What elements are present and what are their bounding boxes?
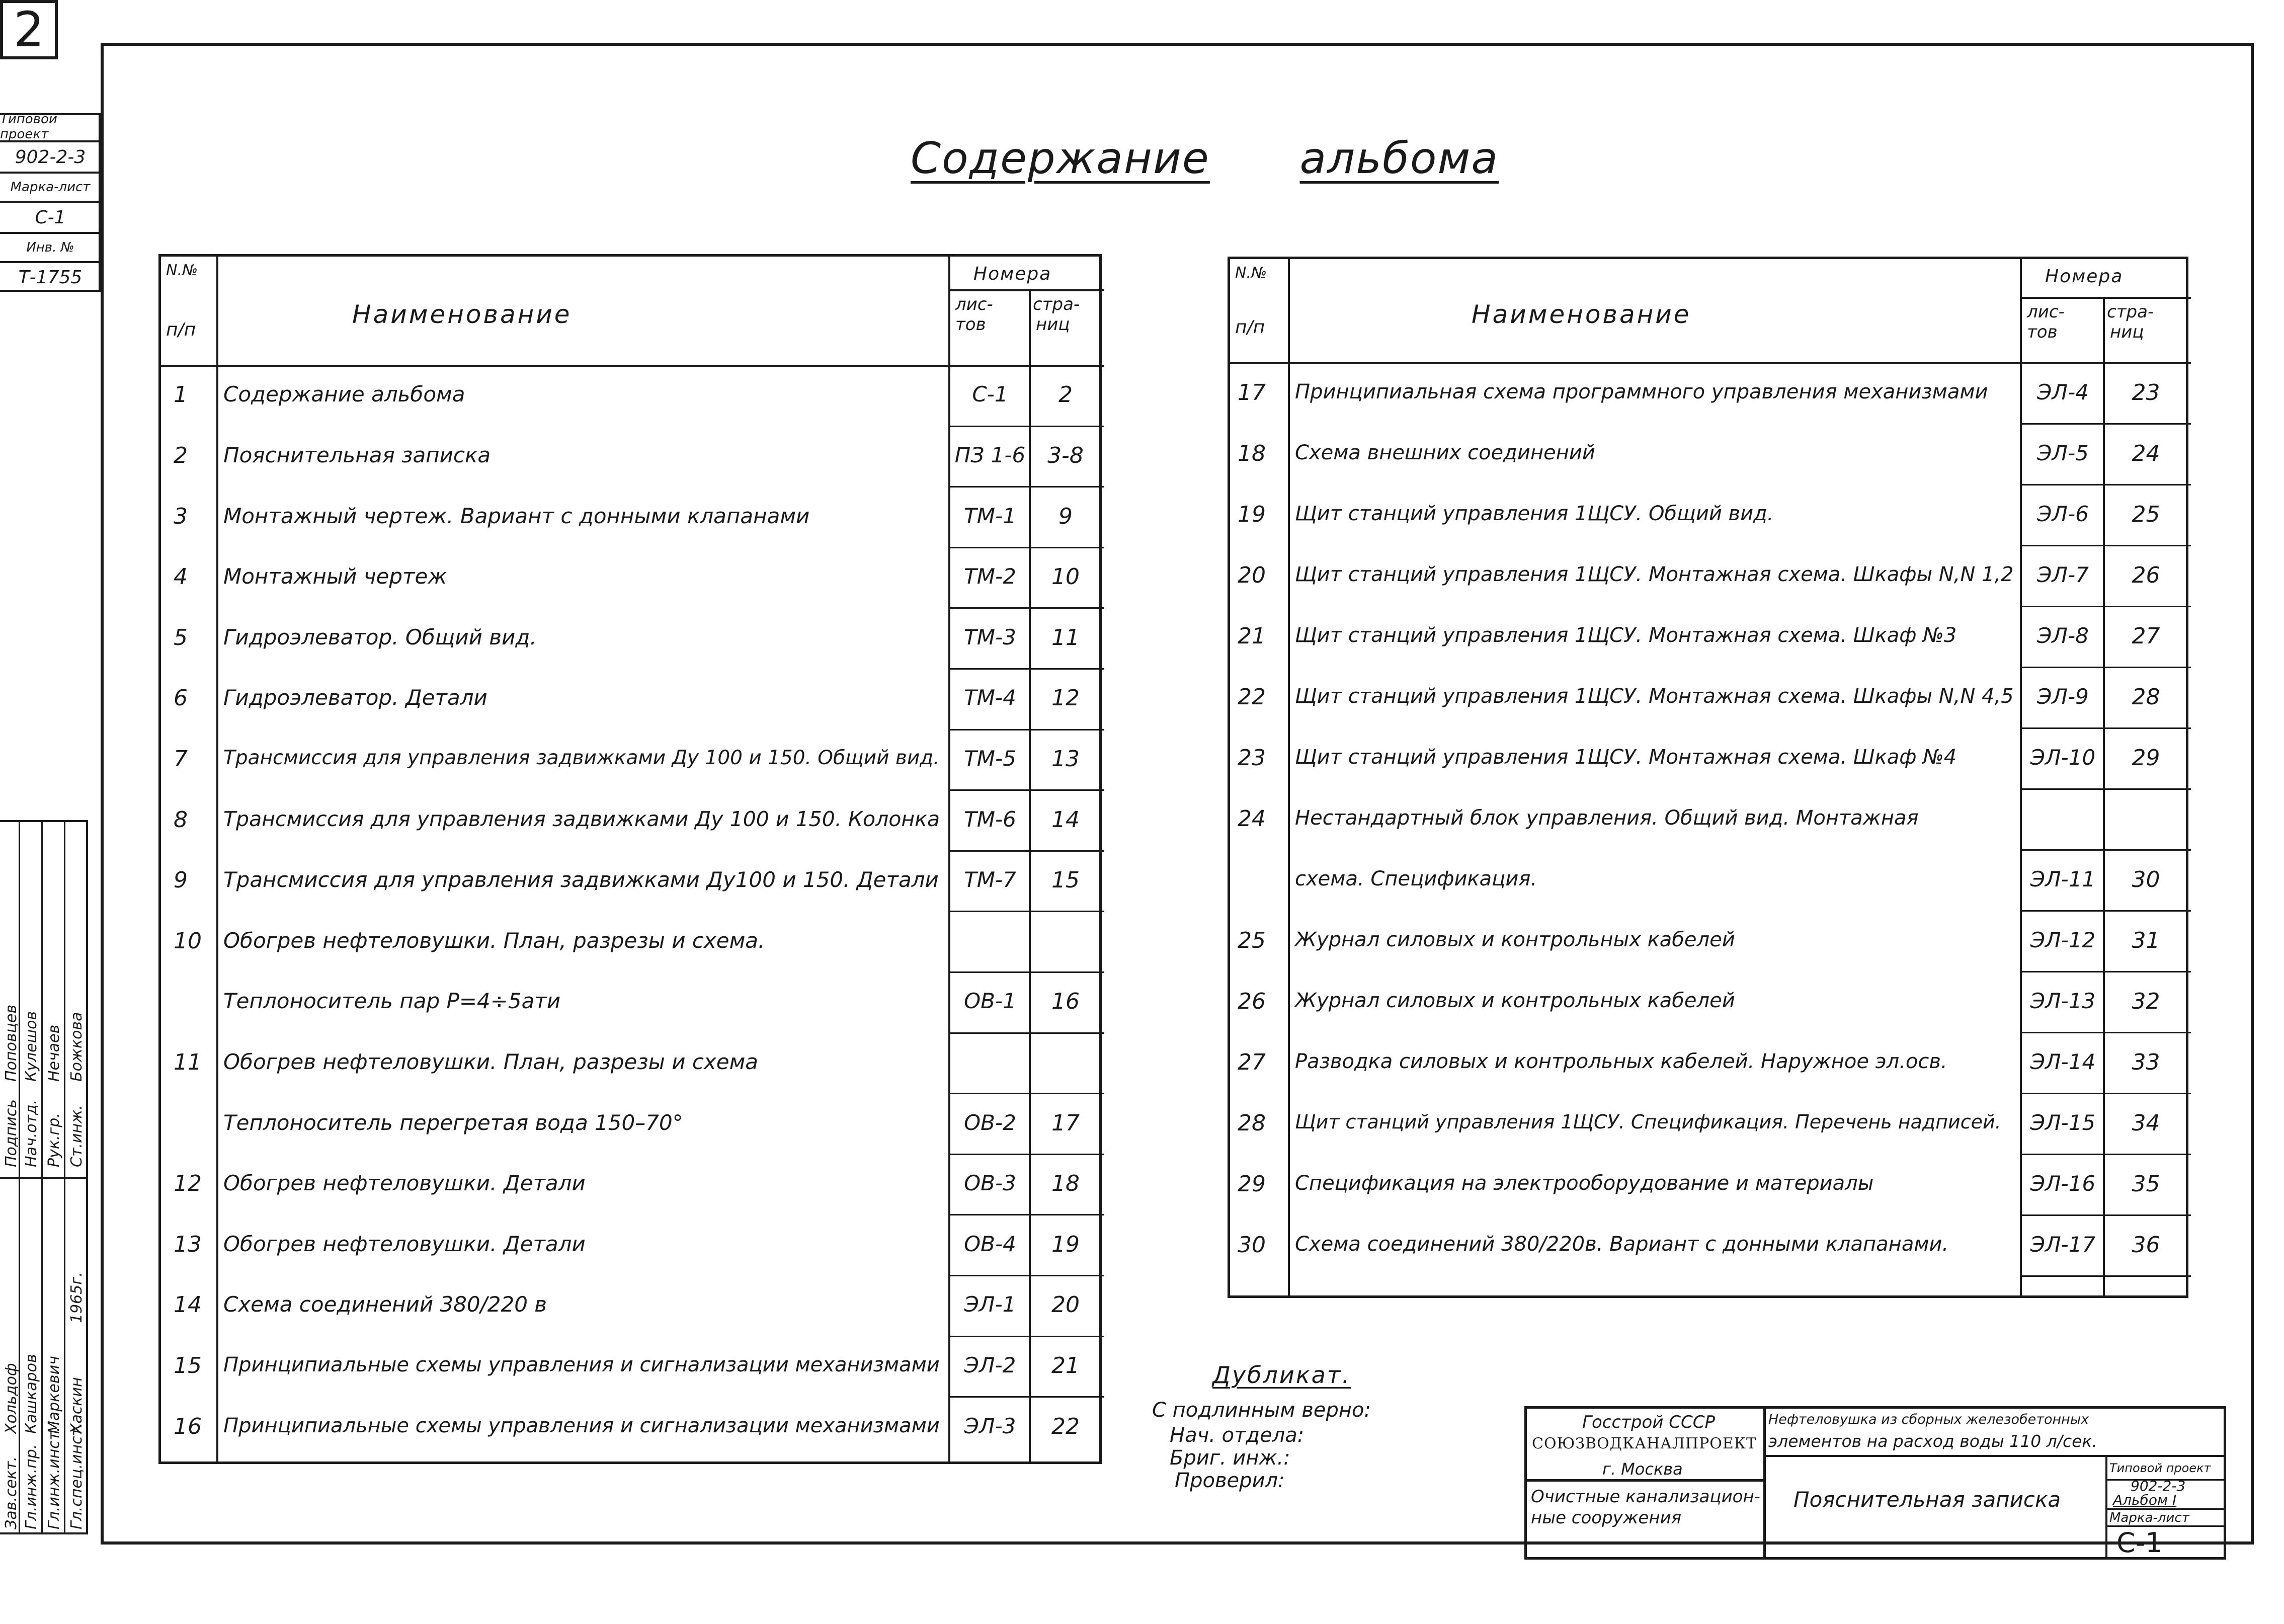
right-row-page: 35 xyxy=(2132,1171,2160,1197)
side-name-2: Кашкаров xyxy=(23,1354,40,1434)
right-row-sheet: ЭЛ-16 xyxy=(2030,1171,2096,1196)
right-row-num: 25 xyxy=(1238,927,1266,953)
left-row-name: Принципиальные схемы управления и сигнализации механизмами xyxy=(223,1353,940,1376)
header-num-top: N.№ xyxy=(166,262,198,279)
right-row-num: 21 xyxy=(1238,623,1266,649)
row-line xyxy=(2020,788,2191,790)
right-row-name: Принципиальная схема программного управления механизмами xyxy=(1295,380,1988,403)
row-line xyxy=(2020,667,2191,668)
right-row-sheet: ЭЛ-6 xyxy=(2037,501,2089,526)
side-stamp-project-label: Типовой проект xyxy=(0,113,101,142)
right-row-num: 26 xyxy=(1238,988,1266,1014)
left-row-num: 11 xyxy=(174,1049,202,1075)
right-row-sheet: ЭЛ-14 xyxy=(2030,1049,2096,1074)
header-subline xyxy=(2020,297,2191,299)
header-num-top: N.№ xyxy=(1235,264,1267,282)
row-line xyxy=(948,850,1104,852)
tb-mark-value: С-1 xyxy=(2116,1527,2163,1559)
header-sheets-bottom: тов xyxy=(2027,322,2058,342)
side-extra-4: Ст.инж. xyxy=(68,1105,86,1167)
row-line xyxy=(948,1093,1104,1094)
left-row-name: Схема соединений 380/220 в xyxy=(223,1292,547,1317)
tb-object-line1: Нефтеловушка из сборных железобетонных xyxy=(1768,1412,2089,1427)
side-extra-name-2: Кулешов xyxy=(23,1011,40,1082)
right-row-num: 24 xyxy=(1238,805,1266,832)
tb-divider xyxy=(1527,1479,1763,1482)
tb-divider xyxy=(2105,1455,2107,1557)
side-stamp-project-value: 902-2-3 xyxy=(0,142,101,174)
header-numbers: Номера xyxy=(973,264,1052,284)
row-line xyxy=(948,1396,1104,1398)
right-row-page: 27 xyxy=(2132,623,2160,649)
side-name-1: Хольдоф xyxy=(3,1363,20,1434)
album-title xyxy=(911,133,1499,184)
left-row-name: Обогрев нефтеловушки. План, разрезы и схема xyxy=(223,1049,759,1074)
right-row-sheet: ЭЛ-12 xyxy=(2030,927,2096,952)
left-row-num: 12 xyxy=(174,1171,202,1197)
header-num-bottom: п/п xyxy=(1235,317,1265,338)
side-name-4: Хаскин xyxy=(68,1377,86,1434)
right-row-name: Щит станций управления 1ЩСУ. Монтажная схема. Шкаф №3 xyxy=(1295,623,1957,647)
right-row-page: 26 xyxy=(2132,562,2160,588)
left-row-page: 3-8 xyxy=(1047,442,1084,468)
tb-divider xyxy=(2105,1508,2224,1510)
left-row-page: 21 xyxy=(1051,1352,1080,1378)
left-row-name: Обогрев нефтеловушки. Детали xyxy=(223,1231,586,1256)
right-row-sheet: ЭЛ-10 xyxy=(2030,745,2096,770)
checked-label: Проверил: xyxy=(1175,1469,1285,1492)
row-line xyxy=(948,547,1104,548)
right-row-name: Щит станций управления 1ЩСУ. Монтажная схема. Шкафы N,N 1,2 xyxy=(1295,562,2014,586)
right-row-name: Разводка силовых и контрольных кабелей. Наружное эл.осв. xyxy=(1295,1049,1947,1073)
row-line xyxy=(2020,545,2191,546)
row-line xyxy=(948,1032,1104,1034)
row-line xyxy=(2020,1275,2191,1277)
row-line xyxy=(948,729,1104,730)
left-row-sheet: ТМ-7 xyxy=(964,867,1016,892)
side-approvals-block xyxy=(0,820,88,1534)
header-sheets-top: лис- xyxy=(2027,302,2065,322)
right-row-num: 18 xyxy=(1238,440,1266,466)
row-line xyxy=(2020,727,2191,729)
right-row-page: 23 xyxy=(2132,379,2160,405)
right-row-sheet: ЭЛ-13 xyxy=(2030,988,2096,1013)
row-line xyxy=(2020,971,2191,972)
right-row-sheet: ЭЛ-5 xyxy=(2037,440,2089,465)
right-row-name: Щит станций управления 1ЩСУ. Общий вид. xyxy=(1295,502,1774,525)
left-row-num: 15 xyxy=(174,1352,202,1378)
left-row-page: 19 xyxy=(1051,1231,1080,1257)
tb-org-top: Госстрой СССР xyxy=(1582,1412,1715,1432)
chief-eng-label: Бриг. инж.: xyxy=(1170,1446,1290,1470)
left-row-sheet: ТМ-2 xyxy=(964,564,1016,589)
left-row-page: 15 xyxy=(1051,867,1080,894)
row-line xyxy=(948,668,1104,670)
right-row-sheet: ЭЛ-15 xyxy=(2030,1110,2096,1135)
right-row-sheet: ЭЛ-4 xyxy=(2037,379,2089,404)
left-row-page: 18 xyxy=(1051,1171,1080,1197)
left-row-page: 11 xyxy=(1051,624,1080,651)
left-row-num: 10 xyxy=(174,928,202,954)
row-line xyxy=(2020,1154,2191,1155)
left-row-sheet: ТМ-5 xyxy=(964,746,1016,771)
right-row-page: 25 xyxy=(2132,501,2160,527)
side-role-4: Гл.спец.инст. xyxy=(68,1422,86,1529)
left-row-page: 12 xyxy=(1051,685,1080,711)
row-line xyxy=(948,971,1104,973)
col-line xyxy=(948,257,950,1461)
row-line xyxy=(948,789,1104,791)
left-row-name: Трансмиссия для управления задвижками Ду100 и 150. Детали xyxy=(223,867,939,892)
contents-table-left xyxy=(158,254,1102,1464)
left-row-name: Обогрев нефтеловушки. Детали xyxy=(223,1171,586,1196)
left-row-num: 9 xyxy=(174,867,188,894)
right-row-name: Журнал силовых и контрольных кабелей xyxy=(1295,928,1735,951)
side-stamp xyxy=(0,113,101,292)
right-row-num: 29 xyxy=(1238,1171,1266,1197)
left-row-name: Содержание альбома xyxy=(223,382,465,407)
left-row-name: Теплоноситель пар Р=4÷5ати xyxy=(223,989,561,1014)
header-subline xyxy=(948,289,1104,291)
left-row-page: 17 xyxy=(1051,1110,1080,1136)
left-row-sheet: ЭЛ-3 xyxy=(964,1413,1016,1438)
left-row-name: Принципиальные схемы управления и сигнализации механизмами xyxy=(223,1414,940,1437)
duplicate-stamp: Дубликат. xyxy=(1212,1361,1351,1389)
col-line xyxy=(2020,259,2022,1295)
contents-table-right xyxy=(1228,257,2188,1298)
left-row-sheet: ОВ-3 xyxy=(964,1171,1016,1196)
col-line xyxy=(216,257,218,1461)
left-row-sheet: ЭЛ-2 xyxy=(964,1352,1016,1377)
tb-divider xyxy=(1763,1455,2224,1457)
left-row-sheet: ТМ-1 xyxy=(964,503,1016,528)
col-line xyxy=(1288,259,1290,1295)
left-row-sheet: ОВ-4 xyxy=(964,1231,1016,1256)
left-row-name: Трансмиссия для управления задвижками Ду 100 и 150. Общий вид. xyxy=(223,746,940,769)
header-num-bottom: п/п xyxy=(166,319,196,340)
row-line xyxy=(2020,1093,2191,1094)
left-row-num: 6 xyxy=(174,685,188,711)
left-row-page: 20 xyxy=(1051,1292,1080,1318)
right-row-name: Спецификация на электрооборудование и материалы xyxy=(1295,1171,1874,1195)
left-row-name: Пояснительная записка xyxy=(223,442,491,467)
right-row-name: Схема соединений 380/220в. Вариант с донными клапанами. xyxy=(1295,1232,1949,1256)
left-row-num: 4 xyxy=(174,564,188,590)
left-row-name: Теплоноситель перегретая вода 150–70° xyxy=(223,1110,683,1135)
left-row-sheet: ТМ-4 xyxy=(964,685,1016,710)
row-line xyxy=(948,1275,1104,1276)
left-row-num: 16 xyxy=(174,1413,202,1439)
side-stamp-mark-value: С-1 xyxy=(0,203,101,234)
right-row-sheet: ЭЛ-9 xyxy=(2037,684,2089,709)
right-row-page: 36 xyxy=(2132,1232,2160,1258)
header-sheets-top: лис- xyxy=(955,294,993,314)
header-name: Наименование xyxy=(1472,299,1691,329)
row-line xyxy=(2020,423,2191,425)
row-line xyxy=(948,426,1104,427)
left-row-sheet: С-1 xyxy=(972,382,1008,407)
left-row-name: Обогрев нефтеловушки. План, разрезы и схема. xyxy=(223,928,765,953)
right-row-num: 30 xyxy=(1238,1232,1266,1258)
album-title-word2: альбома xyxy=(1299,133,1499,184)
right-row-num: 20 xyxy=(1238,562,1266,588)
true-copy-label: С подлинным верно: xyxy=(1152,1399,1371,1422)
right-row-name: Щит станций управления 1ЩСУ. Спецификация. Перечень надписей. xyxy=(1295,1110,2001,1133)
side-stamp-inv-value: Т-1755 xyxy=(18,267,83,288)
left-row-num: 3 xyxy=(174,503,188,529)
right-row-num: 17 xyxy=(1238,379,1266,405)
left-row-sheet: ТМ-3 xyxy=(964,624,1016,649)
left-row-name: Трансмиссия для управления задвижками Ду 100 и 150. Колонка xyxy=(223,806,940,831)
title-block xyxy=(1524,1406,2226,1560)
right-row-page: 30 xyxy=(2132,866,2160,892)
left-row-num: 14 xyxy=(174,1292,202,1318)
left-row-page: 13 xyxy=(1051,746,1080,772)
side-name-3: Маркевич xyxy=(45,1356,63,1434)
right-row-num: 28 xyxy=(1238,1110,1266,1136)
side-extra-1: Подпись xyxy=(3,1099,20,1167)
left-row-page: 14 xyxy=(1051,806,1080,833)
right-row-sheet: ЭЛ-8 xyxy=(2037,623,2089,648)
header-sheets-bottom: тов xyxy=(955,314,986,335)
right-row-page: 31 xyxy=(2132,927,2160,953)
side-role-2: Гл.инж.пр. xyxy=(23,1444,40,1529)
side-stamp-inv-label: Инв. № xyxy=(0,234,101,263)
left-row-page: 10 xyxy=(1051,564,1080,590)
header-numbers: Номера xyxy=(2045,266,2124,287)
left-row-name: Монтажный чертеж. Вариант с донными клапанами xyxy=(223,503,810,528)
row-line xyxy=(2020,910,2191,912)
right-row-num: 19 xyxy=(1238,501,1266,527)
head-dept-label: Нач. отдела: xyxy=(1170,1424,1304,1447)
side-extra-name-1: Поповцев xyxy=(3,1004,20,1082)
side-extra-name-3: Нечаев xyxy=(45,1024,63,1082)
left-row-num: 8 xyxy=(174,806,188,833)
side-role-3: Гл.инж.инст. xyxy=(45,1427,63,1529)
right-row-page: 29 xyxy=(2132,745,2160,771)
row-line xyxy=(948,911,1104,912)
right-row-page: 32 xyxy=(2132,988,2160,1014)
tb-category-1: Очистные канализацион- xyxy=(1531,1487,1760,1507)
right-row-page: 28 xyxy=(2132,684,2160,710)
tb-project-label: Типовой проект xyxy=(2109,1461,2211,1475)
tb-project-value: 902-2-3 xyxy=(2131,1478,2186,1494)
row-line xyxy=(2020,606,2191,607)
right-row-num: 23 xyxy=(1238,745,1266,771)
left-row-num: 1 xyxy=(174,382,188,408)
row-line xyxy=(948,1214,1104,1215)
right-row-sheet: ЭЛ-7 xyxy=(2037,562,2089,587)
right-row-name: Щит станций управления 1ЩСУ. Монтажная схема. Шкафы N,N 4,5 xyxy=(1295,684,2014,708)
left-row-sheet: ТМ-6 xyxy=(964,806,1016,832)
tb-object-line2: элементов на расход воды 110 л/сек. xyxy=(1768,1431,2097,1451)
row-line xyxy=(2020,484,2191,485)
right-row-name: Щит станций управления 1ЩСУ. Монтажная схема. Шкаф №4 xyxy=(1295,745,1957,769)
tb-org-name: СОЮЗВОДКАНАЛПРОЕКТ xyxy=(1532,1435,1757,1452)
header-pages-top: стра- xyxy=(1033,294,1080,314)
row-line xyxy=(948,486,1104,488)
right-row-sheet: ЭЛ-17 xyxy=(2030,1232,2096,1257)
right-row-name: Журнал силовых и контрольных кабелей xyxy=(1295,989,1735,1012)
tb-album: Альбом I xyxy=(2113,1492,2177,1508)
right-row-page: 24 xyxy=(2132,440,2160,466)
left-row-name: Гидроэлеватор. Детали xyxy=(223,685,487,710)
left-row-page: 9 xyxy=(1058,503,1073,529)
row-line xyxy=(2020,849,2191,851)
left-row-num: 7 xyxy=(174,746,188,772)
header-name: Наименование xyxy=(352,299,572,329)
header-line xyxy=(161,365,1104,367)
header-pages-top: стра- xyxy=(2107,302,2154,322)
tb-city: г. Москва xyxy=(1602,1459,1683,1479)
side-extra-2: Нач.отд. xyxy=(23,1099,40,1167)
row-line xyxy=(948,1154,1104,1155)
tb-doc-name: Пояснительная записка xyxy=(1793,1487,2061,1512)
left-row-name: Монтажный чертеж xyxy=(223,564,447,589)
right-row-page: 33 xyxy=(2132,1049,2160,1075)
right-row-name: Схема внешних соединений xyxy=(1295,441,1595,464)
header-line xyxy=(1230,362,2191,364)
side-stamp-mark-label: Марка-лист xyxy=(0,174,101,203)
col-line xyxy=(2103,297,2105,1295)
col-line xyxy=(1029,289,1031,1461)
left-row-num: 13 xyxy=(174,1231,202,1257)
tb-category-2: ные сооружения xyxy=(1531,1508,1682,1528)
right-row-name: схема. Спецификация. xyxy=(1295,867,1537,890)
row-line xyxy=(948,607,1104,609)
right-row-sheet: ЭЛ-11 xyxy=(2030,866,2096,891)
left-row-sheet: ОВ-2 xyxy=(964,1110,1016,1135)
sheet-number-box: 2 xyxy=(0,0,58,59)
tb-mark-label: Марка-лист xyxy=(2109,1510,2189,1525)
side-extra-name-4: Божкова xyxy=(68,1012,86,1082)
header-pages-bottom: ниц xyxy=(1036,314,1070,335)
row-line xyxy=(2020,1214,2191,1216)
left-row-num: 2 xyxy=(174,442,188,468)
left-row-name: Гидроэлеватор. Общий вид. xyxy=(223,624,537,649)
right-row-name: Нестандартный блок управления. Общий вид. Монтажная xyxy=(1295,806,1919,830)
left-row-page: 2 xyxy=(1058,382,1073,408)
header-pages-bottom: ниц xyxy=(2110,322,2144,342)
row-line xyxy=(948,1336,1104,1337)
left-row-sheet: ЭЛ-1 xyxy=(964,1292,1016,1317)
left-row-sheet: ПЗ 1-6 xyxy=(954,442,1026,467)
left-row-page: 16 xyxy=(1051,989,1080,1015)
side-year: 1965г. xyxy=(68,1272,86,1323)
left-row-sheet: ОВ-1 xyxy=(964,989,1016,1014)
right-row-num: 22 xyxy=(1238,684,1266,710)
side-role-1: Зав.сект. xyxy=(3,1456,20,1529)
row-line xyxy=(2020,1032,2191,1033)
left-row-page: 22 xyxy=(1051,1413,1080,1439)
album-title-word1: Содержание xyxy=(911,133,1210,184)
right-row-num: 27 xyxy=(1238,1049,1266,1075)
side-extra-3: Рук.гр. xyxy=(45,1113,63,1167)
right-row-page: 34 xyxy=(2132,1110,2160,1136)
left-row-num: 5 xyxy=(174,624,188,651)
tb-divider xyxy=(1763,1409,1766,1557)
